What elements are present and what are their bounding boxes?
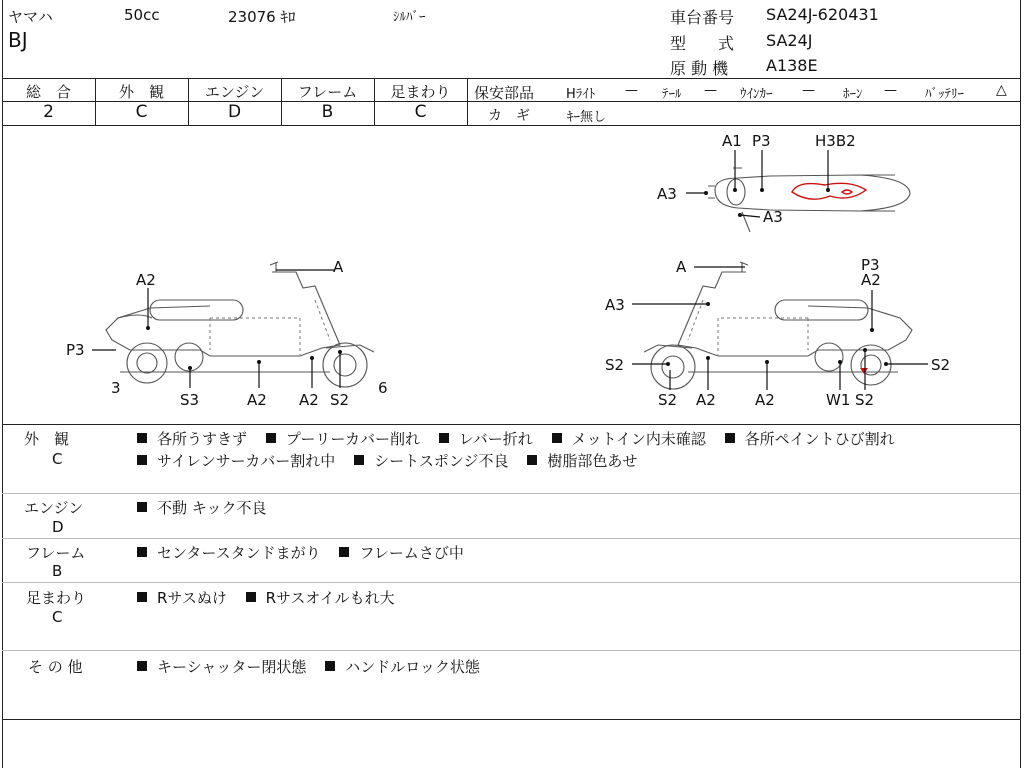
damage-mark-right xyxy=(860,368,868,374)
grade-overall-value: 2 xyxy=(43,102,54,122)
displacement: 50cc xyxy=(124,6,160,24)
grade-frame-label: フレーム xyxy=(297,83,358,101)
label-right-s2-b2: S2 xyxy=(855,391,875,409)
label-top-h3b2: H3B2 xyxy=(815,132,856,150)
grade-exterior-value: C xyxy=(135,102,148,122)
label-left-num6: 6 xyxy=(378,379,388,397)
label-top-p3: P3 xyxy=(752,132,771,150)
safety-headlight-value: — xyxy=(625,83,638,98)
label-left-a2-b1: A2 xyxy=(247,391,267,409)
grade-suspension-value: C xyxy=(414,102,427,122)
grade-suspension-label: 足まわり xyxy=(390,83,451,101)
safety-tail-value: — xyxy=(704,83,717,98)
notes-frame-line-1: センタースタンドまがり フレームさび中 xyxy=(137,542,478,563)
key-label: カ ギ xyxy=(488,108,530,124)
notes-exterior-line-2: サイレンサーカバー割れ中 シートスポンジ不良 樹脂部色あせ xyxy=(137,450,651,471)
notes-other-line-1: キーシャッター閉状態 ハンドルロック状態 xyxy=(137,656,494,677)
safety-label: 保安部品 xyxy=(474,84,535,102)
grade-exterior-label: 外 観 xyxy=(118,83,164,101)
safety-horn: ﾎｰﾝ xyxy=(843,87,863,102)
damage-diagram xyxy=(0,125,1024,424)
key-value: ｷｰ無し xyxy=(567,110,607,125)
label-right-a3: A3 xyxy=(605,296,625,314)
safety-winker-value: — xyxy=(802,83,815,98)
label-top-a3-right: A3 xyxy=(763,208,783,226)
type-label: 型 式 xyxy=(670,34,735,53)
label-left-s3: S3 xyxy=(180,391,200,409)
notes-suspension-label: 足まわり xyxy=(26,589,87,607)
label-right-a2-b1: A2 xyxy=(696,391,716,409)
engine-model-label: 原 動 機 xyxy=(670,59,729,78)
mileage: 23076 ｷﾛ xyxy=(228,8,296,26)
label-left-num3: 3 xyxy=(111,379,121,397)
label-right-s2-right: S2 xyxy=(931,356,951,374)
label-left-a2-b2: A2 xyxy=(299,391,319,409)
type-value: SA24J xyxy=(766,31,813,50)
label-left-p3-front: P3 xyxy=(66,341,85,359)
label-left-a-top: A xyxy=(333,258,344,276)
frame-no-label: 車台番号 xyxy=(670,8,735,27)
safety-headlight: Hﾗｲﾄ xyxy=(566,87,596,102)
label-right-s2-b1: S2 xyxy=(658,391,678,409)
color: ｼﾙﾊﾞｰ xyxy=(393,10,426,25)
notes-exterior-line-1: 各所うすきず プーリーカバー削れ レバー折れ メットイン内未確認 各所ペイントひび割れ xyxy=(137,428,909,449)
label-right-a2-b2: A2 xyxy=(755,391,775,409)
label-left-a2-seat: A2 xyxy=(136,271,156,289)
scooter-top-view xyxy=(708,168,910,232)
label-top-a1: A1 xyxy=(722,132,742,150)
frame-no: SA24J-620431 xyxy=(766,5,879,24)
label-left-s2-b: S2 xyxy=(330,391,350,409)
notes-exterior-grade: C xyxy=(52,450,63,468)
notes-suspension-grade: C xyxy=(52,608,63,626)
safety-battery-value: △ xyxy=(996,82,1007,98)
notes-suspension-line-1: Rサスぬけ Rサスオイルもれ大 xyxy=(137,587,409,608)
grade-overall-label: 総 合 xyxy=(25,83,71,101)
safety-battery: ﾊﾞｯﾃﾘｰ xyxy=(925,87,964,102)
label-top-a3-left: A3 xyxy=(657,185,677,203)
maker: ヤマハ xyxy=(8,8,53,26)
grade-engine-label: エンジン xyxy=(204,83,265,101)
grade-frame-value: B xyxy=(321,102,334,122)
notes-engine-grade: D xyxy=(52,518,64,536)
engine-model-value: A138E xyxy=(766,56,818,75)
safety-winker: ｳｲﾝｶｰ xyxy=(740,87,773,102)
safety-tail: ﾃｰﾙ xyxy=(662,87,682,102)
notes-engine-line-1: 不動 キック不良 xyxy=(137,497,280,518)
label-right-p3: P3 xyxy=(861,256,880,274)
model-name: BJ xyxy=(8,28,28,52)
label-right-a2-top: A2 xyxy=(861,271,881,289)
notes-frame-grade: B xyxy=(52,562,63,580)
label-right-a-top: A xyxy=(676,258,687,276)
label-right-s2-left: S2 xyxy=(605,356,625,374)
notes-exterior-label: 外 観 xyxy=(24,430,70,448)
notes-other-label: そ の 他 xyxy=(28,658,83,676)
notes-engine-label: エンジン xyxy=(24,499,84,517)
grade-engine-value: D xyxy=(227,102,242,122)
label-right-w1: W1 xyxy=(826,391,851,409)
notes-frame-label: フレーム xyxy=(26,544,86,562)
safety-horn-value: — xyxy=(884,83,897,98)
